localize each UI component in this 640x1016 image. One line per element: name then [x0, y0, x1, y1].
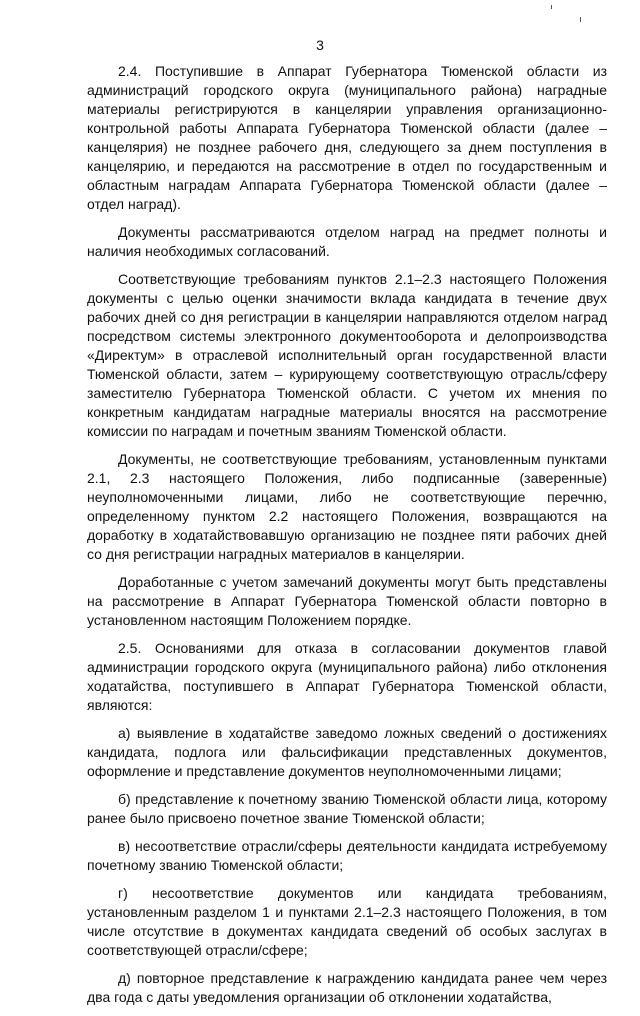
paragraph-routing: Соответствующие требованиям пунктов 2.1–2.3 настоящего Положения документы с целью оценки значимости вклада кандидата в течение двух рабочих дней со дня регистрации в канцелярии направляются отделом наград посредством системы электронного документооборота и делопроизводства «Директум» в отраслевой исполнительный орган государственной власти Тюменской области, затем – курирующему соответствующую отрасль/сферу заместителю Губернатора Тюменской области. С учетом их мнения по конкретным кандидатам наградные материалы вносятся на рассмотрение комиссии по наградам и почетным званиям Тюменской области. [87, 271, 607, 439]
list-item-b: б) представление к почетному званию Тюменской области лица, которому ранее было присвоено почетное звание Тюменской области; [87, 791, 607, 826]
page-number: 3 [316, 37, 324, 53]
list-item-a: а) выявление в ходатайстве заведомо ложных сведений о достижениях кандидата, подлога или фальсификации представленных документов, оформление и представление документов неуполномоченными лицами; [87, 725, 607, 779]
paragraph-return: Документы, не соответствующие требованиям, установленным пунктами 2.1, 2.3 настоящего Положения, либо подписанные (заверенные) неуполномоченными лицами, либо не соответствующие перечню, определенному пунктом 2.2 настоящего Положения, возвращаются на доработку в ходатайствовавшую организацию не позднее пяти рабочих дней со дня регистрации наградных материалов в канцелярии. [87, 451, 607, 562]
document-body [87, 62, 607, 1016]
scan-artifact [551, 5, 552, 9]
paragraph-2-4: 2.4. Поступившие в Аппарат Губернатора Тюменской области из администраций городского округа (муниципального района) наградные материалы регистрируются в канцелярии управления организационно-контрольной работы Аппарата Губернатора Тюменской области (далее – канцелярия) не позднее рабочего дня, следующего за днем поступления в канцелярию, и передаются на рассмотрение в отдел по государственным и областным наградам Аппарата Губернатора Тюменской области (далее – отдел наград). [87, 63, 607, 212]
list-item-d: д) повторное представление к награждению кандидата ранее чем через два года с даты уведомления организации об отклонении ходатайства, [87, 970, 607, 1005]
paragraph-2-5: 2.5. Основаниями для отказа в согласовании документов главой администрации городского округа (муниципального района) либо отклонения ходатайства, поступившего в Аппарат Губернатора Тюменской области, являются: [87, 640, 607, 713]
paragraph-resubmission: Доработанные с учетом замечаний документы могут быть представлены на рассмотрение в Аппарат Губернатора Тюменской области повторно в установленном настоящим Положением порядке. [87, 574, 607, 628]
scan-artifact [580, 17, 581, 22]
paragraph-review: Документы рассматриваются отделом наград на предмет полноты и наличия необходимых согласований. [87, 224, 607, 259]
list-item-v: в) несоответствие отрасли/сферы деятельности кандидата истребуемому почетному званию Тюменской области; [87, 838, 607, 873]
list-item-g: г) несоответствие документов или кандидата требованиям, установленным разделом 1 и пунктами 2.1–2.3 настоящего Положения, в том числе отсутствие в документах кандидата сведений об особых заслугах в соответствующей отрасли/сфере; [87, 885, 607, 958]
